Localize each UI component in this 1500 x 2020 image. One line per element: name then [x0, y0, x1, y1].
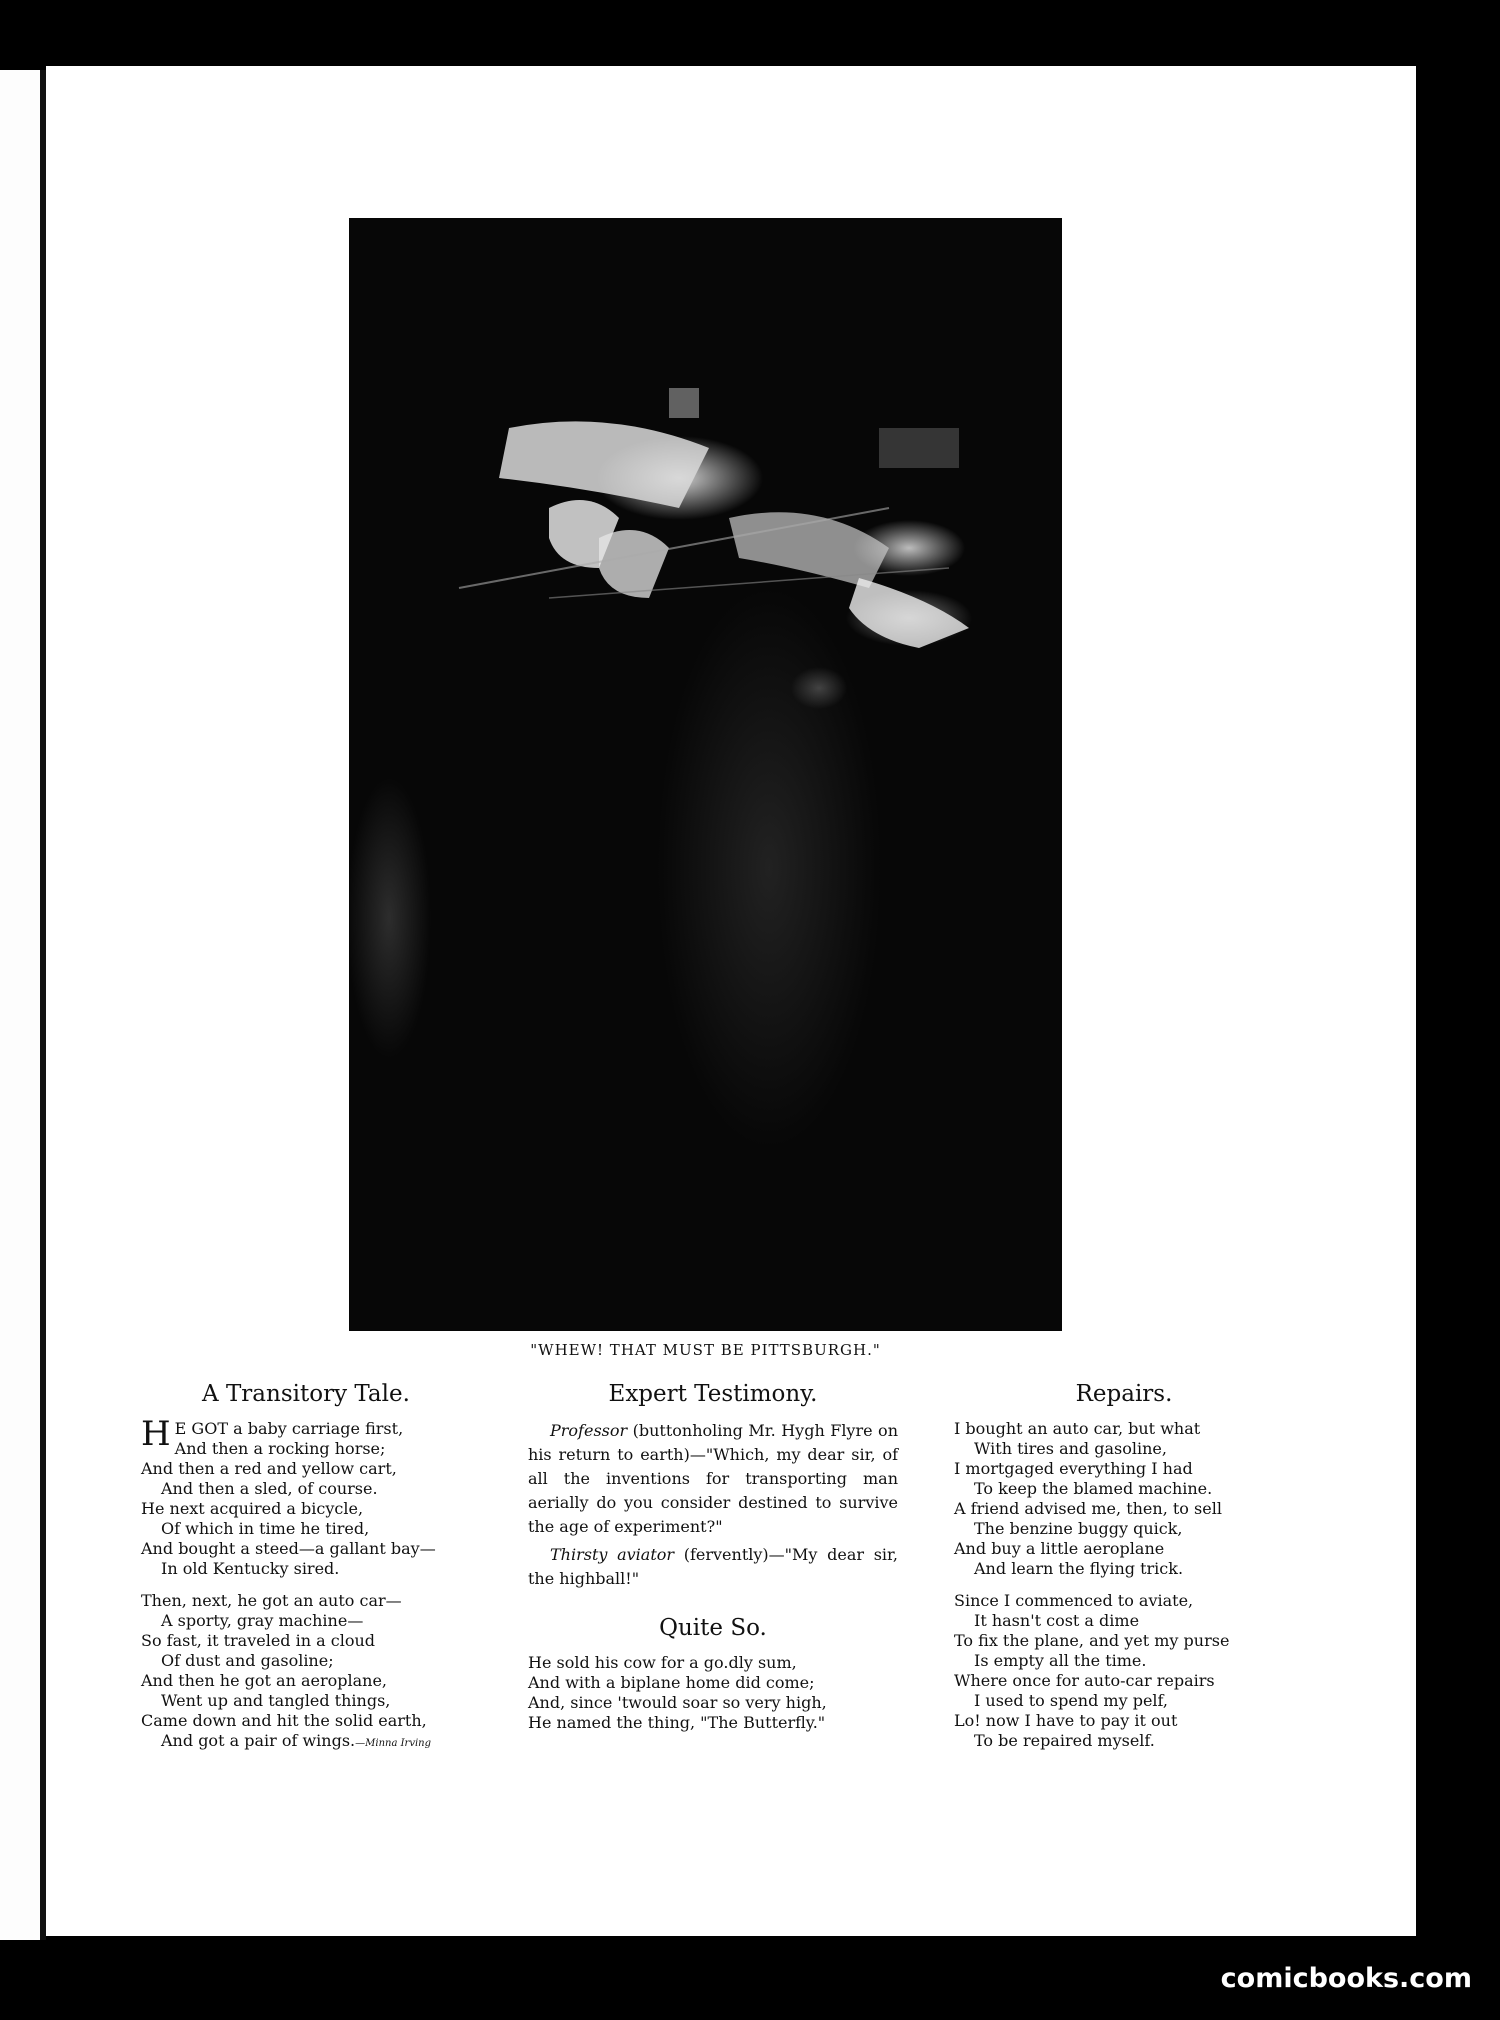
poem-line: A friend advised me, then, to sell: [954, 1499, 1222, 1518]
poem-line: To be repaired myself.: [974, 1731, 1155, 1750]
poem-line: And bought a steed—a gallant bay—: [141, 1539, 436, 1558]
photo-caption: "WHEW! THAT MUST BE PITTSBURGH.": [530, 1341, 881, 1359]
dialogue-text: (fervently)—"My dear sir, the highball!": [528, 1545, 898, 1588]
repairs-stanza-1: [954, 1419, 1294, 1579]
poem-line: He sold his cow for a go.dly sum,: [528, 1653, 797, 1672]
site-watermark: comicbooks.com: [1220, 1963, 1472, 1994]
dialogue-paragraph-1: [528, 1419, 898, 1539]
poem-line: In old Kentucky sired.: [161, 1559, 340, 1578]
poem-line: To keep the blamed machine.: [974, 1479, 1213, 1498]
expert-testimony-text: [528, 1419, 898, 1591]
quite-so-title: Quite So.: [659, 1615, 767, 1641]
poem-line: Since I commenced to aviate,: [954, 1591, 1194, 1610]
poem-line: Where once for auto-car repairs: [954, 1671, 1215, 1690]
expert-testimony-column: [528, 1381, 898, 1733]
poem-line: And then he got an aeroplane,: [141, 1671, 388, 1690]
repairs-title: Repairs.: [1075, 1381, 1173, 1407]
magazine-page: [46, 66, 1416, 1936]
poem-line: With tires and gasoline,: [974, 1439, 1167, 1458]
poem-line: Went up and tangled things,: [161, 1691, 391, 1710]
poem-line: I bought an auto car, but what: [954, 1419, 1201, 1438]
poem-line: A sporty, gray machine—: [161, 1611, 364, 1630]
transitory-tale-column: [141, 1381, 471, 1766]
dropcap-letter: H: [141, 1414, 171, 1454]
poem-line: The benzine buggy quick,: [974, 1519, 1183, 1538]
poem-line: Came down and hit the solid earth,: [141, 1711, 427, 1730]
poem-line: I used to spend my pelf,: [974, 1691, 1168, 1710]
poem-line: Is empty all the time.: [974, 1651, 1147, 1670]
poem-line: He named the thing, "The Butterfly.": [528, 1713, 826, 1732]
poem-line: To fix the plane, and yet my purse: [954, 1631, 1230, 1650]
transitory-tale-stanza-1: [141, 1414, 471, 1579]
poem-line: Of dust and gasoline;: [161, 1651, 334, 1670]
repairs-stanza-2: [954, 1591, 1294, 1751]
dialogue-text: (buttonholing Mr. Hygh Flyre on his return to earth)—"Which, my dear sir, of all the inventions for transporting man aerially do you consider destined to survive the age of experiment?": [528, 1421, 898, 1536]
poem-line: So fast, it traveled in a cloud: [141, 1631, 376, 1650]
poem-line: I mortgaged everything I had: [954, 1459, 1193, 1478]
poem-line: Of which in time he tired,: [161, 1519, 370, 1538]
poem-line: And buy a little aeroplane: [954, 1539, 1165, 1558]
poem-line: And then a sled, of course.: [161, 1479, 378, 1498]
poem-line: E GOT a baby carriage first,: [174, 1419, 404, 1438]
repairs-column: [954, 1381, 1294, 1763]
speaker-role: Thirsty aviator: [550, 1545, 675, 1564]
poem-line: And with a biplane home did come;: [528, 1673, 815, 1692]
facing-page-edge: [0, 70, 44, 1940]
poem-line: And, since 'twould soar so very high,: [528, 1693, 827, 1712]
poem-line: Then, next, he got an auto car—: [141, 1591, 402, 1610]
quite-so-section: [528, 1615, 898, 1733]
poem-line: Lo! now I have to pay it out: [954, 1711, 1178, 1730]
speaker-role: Professor: [550, 1421, 628, 1440]
poem-line: And got a pair of wings.: [161, 1731, 356, 1750]
poem-last-line: [141, 1731, 471, 1754]
poem-line: And learn the flying trick.: [974, 1559, 1184, 1578]
poem-line: It hasn't cost a dime: [974, 1611, 1140, 1630]
poem-line: He next acquired a bicycle,: [141, 1499, 364, 1518]
author-credit: —Minna Irving: [355, 1738, 432, 1749]
poem-line: And then a rocking horse;: [174, 1439, 386, 1458]
transitory-tale-stanza-2: [141, 1591, 471, 1754]
dialogue-paragraph-2: [528, 1543, 898, 1591]
transitory-tale-title: A Transitory Tale.: [202, 1381, 410, 1407]
aeroplane-illustration: [349, 218, 1062, 1331]
poem-line: And then a red and yellow cart,: [141, 1459, 397, 1478]
aeroplane-night-photo: [349, 218, 1062, 1331]
expert-testimony-title: Expert Testimony.: [608, 1381, 818, 1407]
